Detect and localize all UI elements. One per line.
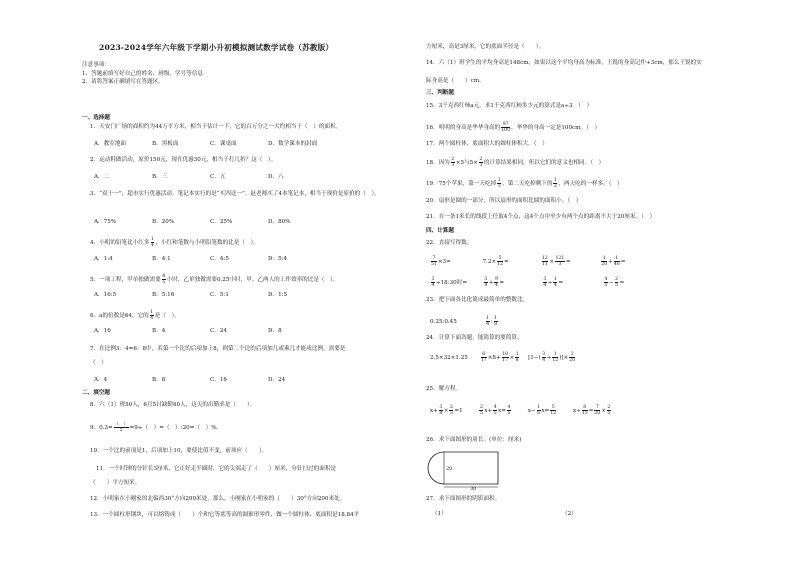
question-14-cont: 际身高是（ ）cm。 [426, 78, 485, 84]
question-13-cont: 方厘米，高是3厘米，它的底面半径是（ ）。 [426, 44, 545, 50]
question-20: 20．扇形是圆的一部分，所以扇形的面积比圆的面积小。（ ） [426, 198, 582, 204]
question-26: 26．求下面图形的周长。(单位：厘米) [426, 437, 522, 443]
question-8: 8．六（1）班50人，6月5日缺勤40人，这天的出勤率是（ ）。 [90, 402, 256, 408]
ratio-row: 0.25:0.45 $\frac{1}{4}$ : $\frac{1}{8}$ [430, 316, 498, 327]
question-10: 10．一个比的前项是1，后项加上10，要使比值不变，前项应（ ）。 [90, 448, 268, 454]
section-judge: 三、判断题 [426, 90, 454, 96]
note-1: 1．答题前填写好自己的姓名、班级、学号等信息 [82, 71, 204, 77]
option: C．4:5 [210, 256, 229, 262]
perimeter-figure [426, 448, 516, 490]
option: B．4 [152, 328, 166, 334]
option: A．教室地面 [94, 141, 127, 147]
option: B．三 [152, 174, 168, 180]
fraction: $\frac{2}{3}$ [479, 157, 483, 168]
question-1: 1．天安门广场的面积约为44万平方米，相当于估计一下，它的百万分之一大约相当于（ ）的面积。 [90, 124, 342, 130]
fraction: $\frac{1}{3}$ [497, 178, 501, 189]
oral-calc-row-2: $\frac{3}{4}$ ÷18:30时= $\frac{3}{8}$ + $\frac{9}{4}$ = $\frac{3}{4}$ ÷ $\frac{1}{4}$ = $\frac{4}{5}$ − $\frac{2}{5}$ = [431, 277, 625, 288]
option: A．16:5 [94, 292, 117, 298]
question-9: 9．0.3= $\frac{( )}{5}$ =9÷（ ）=（ ）:20=（ ）%。 [90, 422, 223, 433]
question-3-options [94, 219, 326, 226]
question-11-cont: （ ）平方厘米。 [90, 480, 141, 486]
option: D．1:5 [268, 292, 288, 298]
question-7-blank: （ ） [90, 360, 107, 366]
question-16: 16．明明的身高是华华身高的 $\frac{97}{100}$ ，华华的身高一定是100cm。（ ） [426, 122, 601, 133]
question-15: 15．3千克西红柿a元，求1千克西红柿多少元的算式是a÷3 （ ） [426, 103, 593, 109]
option: C．五 [210, 174, 226, 180]
fraction: $\frac{4}{5}$ [162, 274, 166, 285]
question-1-options [94, 141, 326, 148]
question-12: 12．小明家在小刚家的北偏西30°方向200米处，那么，小刚家在小明家的（ ）30°方向200米处。 [90, 496, 346, 502]
question-2-options [94, 174, 326, 181]
question-6-options [94, 328, 326, 335]
question-27: 27．求下面图形的阴影面积。 [426, 496, 501, 502]
fraction: $\frac{1}{2}$ [553, 178, 557, 189]
note-2: 2．请将答案正确填写在答题区。 [82, 79, 164, 85]
option: D．数学课本的封面 [268, 141, 318, 147]
question-14: 14．六（1）班学生的平均身高是148cm，如果以这个平均身高为标准，王锐的身高记作+3cm，那么王锐的实 [426, 60, 702, 66]
question-13: 13．一个圆柱形钢块，可以熔铸成（ ）个和它等底等高的圆锥形零件，做一个圆柱体，底面积是18.84平 [90, 512, 360, 518]
question-6: 6．a的倍数是64，它的 $\frac{1}{4}$ 是（ ）。 [90, 310, 180, 321]
option: C．25% [210, 219, 233, 225]
simplify-row: 2.5×32×1.25 $\frac{6}{17}$ ×8+ $\frac{10}{17}$ × $\frac{1}{8}$ [1−( $\frac{3}{4}$ + $\frac{1}{12}$ )]× $\frac{3}{20}$ [430, 352, 576, 363]
question-11: 11．一个时钟的分针长3厘米，它正好走半圈时，它的尖端走了（ ）厘米，分针扫过的面积是 [96, 466, 337, 472]
option: A．二 [94, 174, 110, 180]
option: B．5:16 [152, 292, 175, 298]
option: A．4 [94, 377, 108, 383]
question-4-options [94, 256, 326, 263]
option: A．1:4 [94, 256, 113, 262]
option: D．5:4 [268, 256, 288, 262]
option: A．75% [94, 219, 117, 225]
question-7: 7．在比例3：4=6：8中，若第一个比的后项加上8，则第二个比的后项加几或乘几才能成比例，需要是 [90, 346, 346, 352]
section-calc: 四、计算题 [426, 228, 454, 234]
question-23: 23．把下面各比化简成最简单的整数比。 [426, 297, 529, 303]
question-18: 18．因为 $\frac{2}{3}$ ×5与5× $\frac{2}{3}$ 的计算结果相同，所以它们的意义也相同。（ ） [426, 157, 605, 168]
option: B．4:1 [152, 256, 171, 262]
oral-calc-row-1: $\frac{7}{51}$ ×3= 7.2× $\frac{5}{12}$ = $\frac{12}{11}$ × $\frac{121}{3}$ = $\frac{1}{20}$ + $\frac{1}{40}$ = [431, 256, 626, 267]
question-27-part-2: （2） [562, 511, 577, 517]
option: D．80% [268, 219, 291, 225]
option: D．8 [268, 328, 282, 334]
option: C．16 [210, 377, 227, 383]
option: C．5:1 [210, 292, 229, 298]
question-5-options [94, 292, 326, 299]
question-25: 25．解方程。 [426, 386, 462, 392]
question-4: 4．小明的铅笔比小红多 $\frac{1}{4}$ ，小红和笔数与小明铅笔数的比是（ ）。 [90, 237, 259, 248]
question-17: 17．两个圆柱体，底面积大的圆柱体积大。（ ） [426, 141, 548, 147]
figure-label-20: 20 [446, 466, 453, 472]
fraction: $\frac{( )}{5}$ [114, 422, 129, 433]
question-3: 3．“双十一”，超市实行优惠活动。笔记本实行的是“买四送一”。赵老师买了4本笔记本，相当于现价是原价的（ ）。 [90, 191, 380, 197]
fraction: $\frac{1}{4}$ [151, 237, 154, 248]
option: A．16 [94, 328, 111, 334]
option: D．八 [268, 174, 284, 180]
question-22: 22．直接写得数。 [426, 240, 473, 246]
title: 2023-2024学年六年级下学期小升初模拟测试数学试卷（苏教版） [99, 43, 334, 52]
question-5: 5．一项工程，甲单独做需要 $\frac{4}{5}$ 小时，乙单独做需要0.25小时，甲、乙两人的工作效率的比是（ ）。 [90, 274, 339, 285]
section-choice: 一、选择题 [82, 115, 110, 121]
section-fill: 二、填空题 [82, 390, 110, 396]
fraction: $\frac{97}{100}$ [501, 122, 511, 133]
question-7-options [94, 377, 326, 384]
notes-heading: 注意事项： [82, 62, 110, 68]
option: B．黑板面 [152, 141, 179, 147]
option: C．24 [210, 328, 227, 334]
question-24: 24．计算下面各题，能简算的要简算。 [426, 335, 523, 341]
option: C．课桌面 [210, 141, 237, 147]
question-27-part-1: （1） [432, 511, 447, 517]
fraction: $\frac{1}{4}$ [150, 310, 154, 321]
option: B．20% [152, 219, 175, 225]
question-2: 2．运动鞋做活动，原价150元，现在优惠30元，相当于打几折？这（ ）。 [90, 157, 277, 163]
option: B．8 [152, 377, 166, 383]
option: D．24 [268, 377, 286, 383]
fraction: $\frac{2}{3}$ [451, 157, 455, 168]
question-19: 19．75个苹果，第一天吃掉 $\frac{1}{3}$ ，第二天吃掉剩下的 $\frac{1}{2}$ ，两天吃的一样多。（ ） [426, 178, 623, 189]
equation-row: x+ $\frac{3}{8}$ × $\frac{2}{3}$ =1 $\frac{2}{5}$ x+ $\frac{4}{5}$ x= $\frac{4}{5}$ x− $\frac{1}{6}$ x= $\frac{5}{12}$ x÷ $\frac{8}{15}$ = $\frac{7}{20}$ × $\frac{2}{5}$ [430, 405, 611, 416]
question-21: 21．在一条1米长的线段上任取4个点，这4个点中至少有两个点的距离不大于20厘米。（ ） [426, 214, 656, 220]
figure-label-30: 30 [470, 486, 477, 490]
